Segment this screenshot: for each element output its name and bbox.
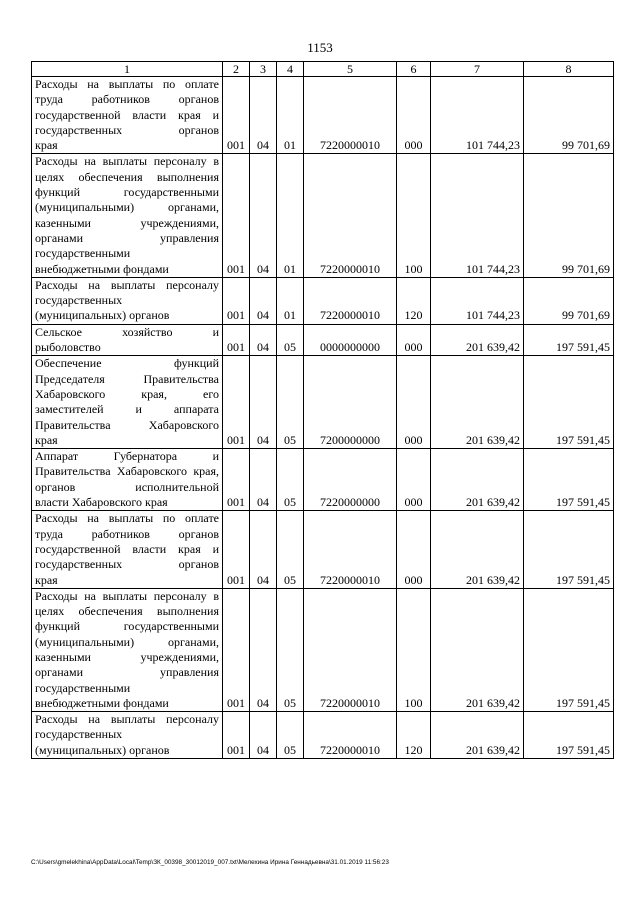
row-name-cell (32, 77, 223, 154)
code-cell: 7220000010 (304, 77, 397, 154)
code-cell: 04 (250, 511, 277, 588)
row-name-line: органов государственной (35, 526, 219, 556)
row-name-cell (32, 324, 223, 356)
row-name-line: Расходы на выплаты по (35, 77, 176, 91)
row-name-line: оплате труда работников (35, 77, 220, 107)
table-row (32, 154, 614, 277)
amount-cell: 197 591,45 (524, 511, 614, 588)
code-cell: 000 (397, 511, 431, 588)
code-cell: 100 (397, 154, 431, 277)
header-cell: 6 (397, 62, 431, 77)
budget-table (31, 61, 614, 759)
code-cell: 7200000000 (304, 356, 397, 449)
table-row (32, 77, 614, 154)
row-name-cell (32, 356, 223, 449)
table-row (32, 277, 614, 324)
code-cell: 04 (250, 588, 277, 711)
row-name-line: власти края и (132, 107, 220, 122)
header-cell: 4 (277, 62, 304, 77)
amount-cell: 101 744,23 (431, 154, 524, 277)
row-name-line: (муниципальных) органов (35, 742, 170, 757)
row-name-line: края (35, 432, 58, 447)
row-name-line: внебюджетными фондами (35, 261, 169, 276)
code-cell: 04 (250, 449, 277, 511)
table-row (32, 588, 614, 711)
row-name-line: оплате труда работников (35, 511, 220, 541)
row-name-line: (муниципальных) органов (35, 308, 170, 323)
file-path-footer: C:\Users\gmelekhina\AppData\Local\Temp\ЗК_00398_30012019_007.txt\Мелехина Ирина Геннадьевна\31.01.2019 11:56:23 (31, 859, 389, 866)
row-name-line: Сельское хозяйство и (35, 324, 219, 339)
row-name-line: персоналу государственных (35, 712, 219, 742)
code-cell: 100 (397, 588, 431, 711)
row-name-line: казенными учреждениями, (35, 649, 219, 664)
row-name-line: обеспечения выполнения (78, 169, 219, 184)
row-name-line: (муниципальными) органами, (35, 200, 219, 215)
row-name-line: власти края и (132, 541, 220, 556)
table-row (32, 449, 614, 511)
code-cell: 000 (397, 77, 431, 154)
row-name-line: персоналу в целях (35, 588, 219, 619)
amount-cell: 201 639,42 (431, 588, 524, 711)
row-name-line: государственных органов (35, 557, 219, 572)
header-cell: 1 (32, 62, 223, 77)
code-cell: 001 (223, 277, 250, 324)
row-name-line: Расходы на выплаты (35, 277, 156, 292)
header-cell: 2 (223, 62, 250, 77)
amount-cell: 99 701,69 (524, 154, 614, 277)
row-name-line: органов государственной (35, 92, 219, 122)
code-cell: 04 (250, 154, 277, 277)
amount-cell: 201 639,42 (431, 324, 524, 356)
row-name-line: Расходы на выплаты (35, 154, 148, 169)
table-row (32, 324, 614, 356)
code-cell: 001 (223, 324, 250, 356)
row-name-line: внебюджетными фондами (35, 695, 169, 710)
code-cell: 01 (277, 277, 304, 324)
amount-cell: 197 591,45 (524, 588, 614, 711)
row-name-line: Хабаровского края, его (35, 386, 219, 401)
row-name-line: казенными учреждениями, (35, 215, 219, 230)
code-cell: 7220000010 (304, 588, 397, 711)
table-row (32, 511, 614, 588)
code-cell: 000 (397, 449, 431, 511)
row-name-line: органами управления (35, 665, 219, 680)
code-cell: 001 (223, 511, 250, 588)
code-cell: 120 (397, 712, 431, 759)
code-cell: 04 (250, 324, 277, 356)
row-name-line: (муниципальными) органами, (35, 634, 219, 649)
code-cell: 7220000010 (304, 154, 397, 277)
row-name-cell (32, 449, 223, 511)
row-name-line: государственными (35, 246, 131, 261)
row-name-line: Расходы на выплаты (35, 588, 148, 603)
header-cell: 8 (524, 62, 614, 77)
amount-cell: 201 639,42 (431, 449, 524, 511)
amount-cell: 99 701,69 (524, 277, 614, 324)
row-name-line: обеспечения выполнения (78, 604, 219, 619)
header-cell: 3 (250, 62, 277, 77)
amount-cell: 197 591,45 (524, 712, 614, 759)
code-cell: 04 (250, 712, 277, 759)
amount-cell: 201 639,42 (431, 511, 524, 588)
row-name-line: государственными (35, 680, 131, 695)
amount-cell: 197 591,45 (524, 324, 614, 356)
code-cell: 7220000010 (304, 712, 397, 759)
code-cell: 01 (277, 77, 304, 154)
row-name-line: Расходы на выплаты (35, 712, 156, 727)
table-row (32, 356, 614, 449)
header-cell: 7 (431, 62, 524, 77)
header-cell: 5 (304, 62, 397, 77)
row-name-line: края, органов исполнительной (35, 464, 219, 494)
row-name-cell (32, 277, 223, 324)
amount-cell: 101 744,23 (431, 77, 524, 154)
code-cell: 001 (223, 712, 250, 759)
code-cell: 04 (250, 356, 277, 449)
code-cell: 120 (397, 277, 431, 324)
row-name-cell (32, 712, 223, 759)
code-cell: 001 (223, 588, 250, 711)
code-cell: 000 (397, 324, 431, 356)
row-name-line: Расходы на выплаты по (35, 511, 176, 526)
code-cell: 7220000010 (304, 511, 397, 588)
row-name-line: персоналу государственных (35, 277, 219, 308)
code-cell: 05 (277, 449, 304, 511)
row-name-line: края (35, 138, 58, 153)
amount-cell: 99 701,69 (524, 77, 614, 154)
row-name-line: Правительства Хабаровского (35, 464, 188, 479)
row-name-line: края (35, 572, 58, 587)
row-name-line: государственных органов (35, 122, 219, 137)
row-name-line: власти Хабаровского края (35, 495, 168, 510)
code-cell: 7220000000 (304, 449, 397, 511)
row-name-line: персоналу в целях (35, 154, 219, 184)
amount-cell: 197 591,45 (524, 449, 614, 511)
code-cell: 000 (397, 356, 431, 449)
code-cell: 05 (277, 356, 304, 449)
code-cell: 7220000010 (304, 277, 397, 324)
row-name-line: Аппарат Губернатора и (35, 449, 219, 464)
header-row (32, 62, 614, 77)
row-name-line: Председателя Правительства (35, 371, 219, 386)
table-row (32, 712, 614, 759)
code-cell: 001 (223, 356, 250, 449)
code-cell: 001 (223, 77, 250, 154)
row-name-line: рыболовство (35, 340, 101, 355)
code-cell: 0000000000 (304, 324, 397, 356)
code-cell: 04 (250, 77, 277, 154)
amount-cell: 201 639,42 (431, 356, 524, 449)
row-name-line: заместителей и аппарата (35, 402, 219, 417)
code-cell: 001 (223, 154, 250, 277)
row-name-line: органами управления (35, 230, 219, 245)
code-cell: 05 (277, 588, 304, 711)
amount-cell: 101 744,23 (431, 277, 524, 324)
code-cell: 001 (223, 449, 250, 511)
row-name-cell (32, 511, 223, 588)
code-cell: 01 (277, 154, 304, 277)
amount-cell: 197 591,45 (524, 356, 614, 449)
amount-cell: 201 639,42 (431, 712, 524, 759)
row-name-line: Обеспечение функций (35, 356, 219, 371)
row-name-cell (32, 154, 223, 277)
code-cell: 05 (277, 712, 304, 759)
row-name-line: функций государственными (35, 185, 219, 200)
row-name-cell (32, 588, 223, 711)
code-cell: 05 (277, 324, 304, 356)
code-cell: 05 (277, 511, 304, 588)
row-name-line: функций государственными (35, 619, 219, 634)
code-cell: 04 (250, 277, 277, 324)
row-name-line: Правительства Хабаровского (35, 417, 219, 432)
page-number: 1153 (307, 40, 333, 55)
